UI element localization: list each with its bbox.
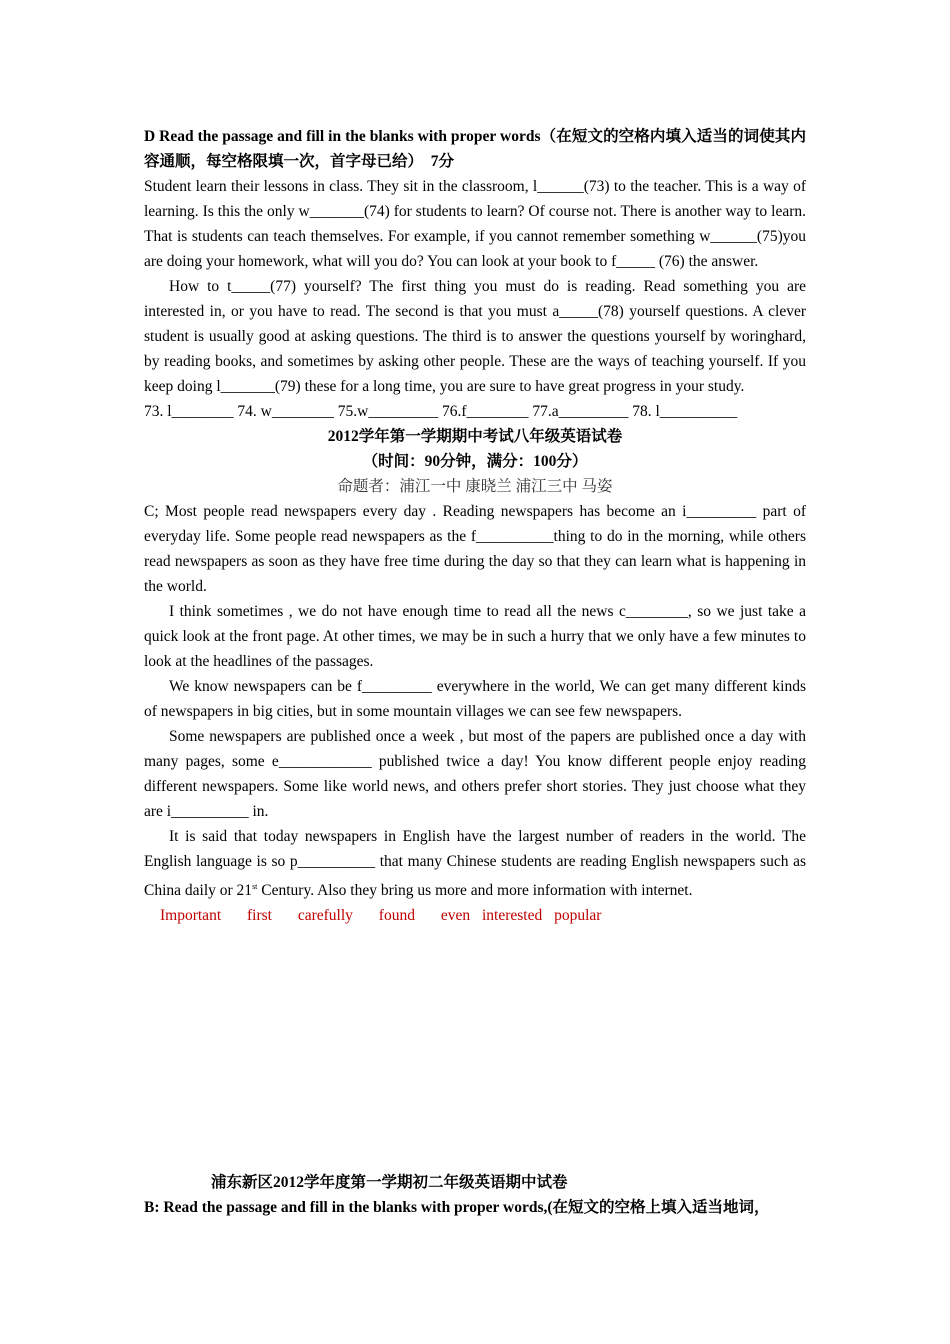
section-d-paragraph-2: How to t_____(77) yourself? The first thing you must do is reading. Read something you are interested in, or you have to read. The second is that you must a_____(78) yourself questions. A clever student is usually good at asking questions. The third is to answer the questions yourself by woringhard, by reading books, and sometimes by asking other people. These are the ways of teaching yourself. If you keep doing l_______(79) these for a long time, you are sure to have great progress in your study. [144, 278, 806, 395]
exam-time: （时间：90分钟，满分：100分） [362, 453, 588, 470]
footer-block [144, 1170, 824, 1220]
section-c-paragraph-4: Some newspapers are published once a week , but most of the papers are published once a day with many pages, some e____________ published twice a day! You know different people enjoy reading different newspapers. Some like world news, and others prefer short stories. They just choose what they are i__________ in. [144, 728, 806, 820]
section-d-paragraph-1: Student learn their lessons in class. They sit in the classroom, l______(73) to the teacher. This is a way of learning. Is this the only w_______(74) for students to learn? Of course not. There is another way to learn. That is students can teach themselves. For example, if you cannot remember something w______(75)you are doing your homework, what will you do? You can look at your book to f_____ (76) the answer. [144, 178, 806, 270]
paragraph-5-text-b: Century. Also they bring us more and more information with internet. [257, 882, 693, 900]
document-page [144, 124, 806, 928]
exam-author: 命题者：浦江一中 康晓兰 浦江三中 马姿 [337, 478, 613, 495]
word-bank-item: carefully [297, 907, 353, 925]
ordinal-suffix: st [252, 882, 258, 891]
answer-blanks-row: 73. l________ 74. w________ 75.w_________ 76.f________ 77.a_________ 78. l__________ [144, 403, 738, 420]
footer-section-b-heading: B: Read the passage and fill in the blanks with proper words,(在短文的空格上填入适当地词， [144, 1199, 770, 1216]
section-d-heading: D Read the passage and fill in the blanks with proper words（在短文的空格内填入适当的词使其内容通顺，每空格限填一次，首字母已给） 7分 [144, 128, 806, 170]
word-bank-item: popular [554, 907, 602, 925]
word-bank-item: interested [481, 907, 543, 925]
word-bank-item: first [247, 907, 272, 925]
paragraph-5-text-a: It is said that today newspapers in English have the largest number of readers in the world. The English language is so p__________ that many Chinese students are reading English newspapers such as China daily or 21 [144, 828, 806, 900]
footer-exam-title: 浦东新区2012学年度第一学期初二年级英语期中试卷 [211, 1174, 568, 1191]
exam-title: 2012学年第一学期期中考试八年级英语试卷 [327, 428, 623, 445]
section-c-paragraph-3: We know newspapers can be f_________ everywhere in the world, We can get many different kinds of newspapers in big cities, but in some mountain villages we can see few newspapers. [144, 678, 806, 720]
section-c-paragraph-2: I think sometimes , we do not have enough time to read all the news c________, so we just take a quick look at the front page. At other times, we may be in such a hurry that we only have a few minutes to look at the headlines of the passages. [144, 603, 806, 670]
section-c-paragraph-1: C; Most people read newspapers every day . Reading newspapers has become an i_________ part of everyday life. Some people read newspapers as the f__________thing to do in the morning, while others read newspapers as soon as they have free time during the day so that they can learn what is happening in the world. [144, 503, 806, 595]
section-c-paragraph-5 [144, 824, 806, 903]
word-bank-item: even [440, 907, 471, 925]
word-bank-item: found [378, 907, 415, 925]
word-bank [144, 903, 806, 928]
word-bank-item: Important [160, 907, 222, 925]
